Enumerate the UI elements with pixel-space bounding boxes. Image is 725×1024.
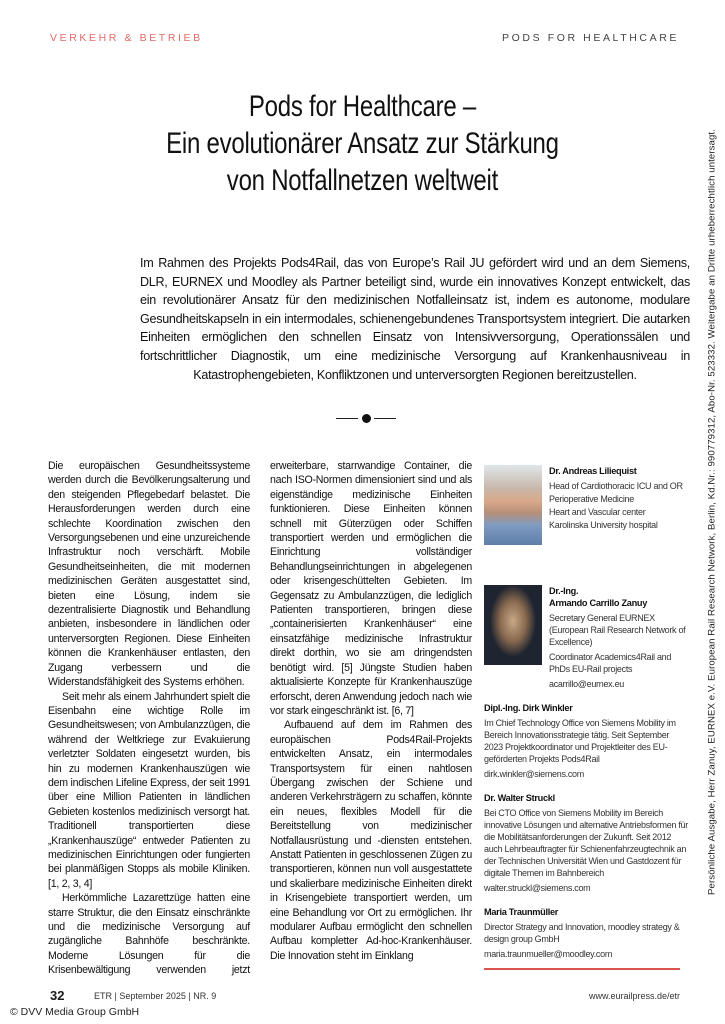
author-name: Maria Traunmüller [484,907,559,917]
author-email[interactable]: acarrillo@eurnex.eu [549,679,624,689]
author-role: Coordinator Academics4Rail and PhDs EU-Rail projects [549,652,672,674]
author-email[interactable]: walter.struckl@siemens.com [484,883,591,893]
author-bio: Im Chief Technology Office von Siemens Mobility im Bereich Innovationsstrategie tätig. Seit September 2023 Projektkoordinator und Projektleiter des EU-geförderten Projekts Pods4Rail [484,718,676,764]
page-number: 32 [50,988,65,1003]
paragraph: Aufbauend auf dem im Rahmen des europäischen Pods4Rail-Projekts entwickelten Ansatz, ein intermodales Transportsystem für einen nahtlosen Übergang zwischen der Schiene und anderen Verkehrsträgern zu schaffen, könnte ein neues, flexibles Modell für die Bereitstellung von medizinischer Notfallausrüstung und -diensten entstehen. Anstatt Patienten in geschlossenen Zügen zu transportieren, können nun voll ausgestattete und skalierbare medizinische Einheiten direkt in Krisengebiete transportiert werden, um eine Behandlung vor Ort zu ermöglichen. Ihr modularer Aufbau ermöglicht den schnellen Aufbau kompletter Ad-hoc-Krankenhäuser. Die Innovation steht im Einklang [270,719,472,962]
author-photo [484,465,542,545]
license-notice: Persönliche Ausgabe, Herr Zanuy, EURNEX e.V. European Rail Research Network, Berlin, Kd.Nr.: 990779312, Abo-Nr. 523332. Weitergabe an Dritte urheberrechtlich untersagt. [706,129,718,895]
author-role: Karolinska University hospital [549,520,658,530]
author-card [484,585,690,690]
copyright: © DVV Media Group GmbH [10,1006,140,1018]
issue-info: ETR | September 2025 | NR. 9 [94,991,217,1001]
topic-label: PODS FOR HEALTHCARE [502,32,679,44]
author-role: Heart and Vascular center [549,507,646,517]
author-email[interactable]: dirk.winkler@siemens.com [484,769,584,779]
author-role: Perioperative Medicine [549,494,634,504]
author-name: Armando Carrillo Zanuy [549,598,648,608]
author-sidebar [484,465,690,970]
article-title [0,88,725,199]
section-label: VERKEHR & BETRIEB [50,32,203,44]
author-title: Dr.-Ing. [549,586,579,596]
author-name: Dipl.-Ing. Dirk Winkler [484,703,573,713]
paragraph: Seit mehr als einem Jahrhundert spielt die Eisenbahn eine wichtige Rolle im Gesundheitswesen; von Ambulanzzügen, die während der Weltkriege zur Evakuierung verletzter Soldaten eingesetzt wurden, bis hin zu modernen Krankenhauszügen wie dem indischen Lifeline Express, der seit 1991 über eine Million Patienten in ländlichen Gebieten kostenlos medizinisch versorgt hat. Traditionell transportierten diese „Krankenhauszüge“ entweder Patienten zu medizinischen Einrichtungen oder fungierten bei planmäßigen Stopps als mobile Kliniken. [1, 2, 3, 4] [48,690,250,890]
author-card [484,702,690,780]
author-photo [484,585,542,665]
author-bio: Bei CTO Office von Siemens Mobility im Bereich innovative Lösungen und alternative Antriebsformen für die Mobilitätsanforderungen der Zukunft. Seit 2012 auch Lehrbeauftragter für Schienenfahrzeugtechnik an der Technischen Universität Wien und Gastdozent für digitale Themen im Bahnbereich [484,808,688,878]
author-bio: Director Strategy and Innovation, moodley strategy & design group GmbH [484,922,680,944]
author-card [484,906,690,960]
title-line: von Notfallnetzen weltweit [226,164,499,197]
paragraph: Die europäischen Gesundheitssysteme werden durch die Bevölkerungsalterung und den steigenden Pflegebedarf belastet. Die Herausforderungen werden durch eine schlechte Koordination zwischen den Versorgungsebenen und eine unzureichende Infrastruktur noch verschärft. Mobile Gesundheitseinheiten, die mit modernen medizinischen Geräten ausgestattet sind, bieten eine Lösung, indem sie dezentralisierte Diagnostik und Behandlung anbieten, insbesondere in ländlichen oder unterversorgten Regionen. Diese Einheiten können die Krankenhäuser entlasten, den Zugang verbessern und die Widerstandsfähigkeit des Systems erhöhen. [48,460,250,689]
paragraph: Herkömmliche Lazarettzüge hatten eine starre Struktur, die den Einsatz einschränkte und die medizinische Versorgung auf zugängliche Bahnhöfe beschränkte. Moderne Lösungen für die Krisenbewältigung verwenden jetzt erweiterbare, starrwandige Container, die nach ISO-Normen dimensioniert sind und als eigenständige medizinische Einheiten funktionieren. Diese Einheiten können schnell mit Güterzügen oder Schiffen transportiert werden und ermöglichen die Einrichtung vollständiger Behandlungseinrichtungen in abgelegenen oder krisengeschüttelten Gebieten. Im Gegensatz zu Ambulanzzügen, die lediglich Patienten transportieren, bringen diese „containerisierten Krankenhäuser“ eine einsatzfähige medizinische Infrastruktur direkt dorthin, wo sie am dringendsten benötigt wird. [5] Jüngste Studien haben aktualisierte Konzepte für Krankenhauszüge erforscht, deren Anwendung jedoch nach wie vor stark eingeschränkt ist. [6, 7] [48,460,472,977]
title-line: Pods for Healthcare – [248,90,477,123]
author-role: Secretary General EURNEX (European Rail Research Network of Excellence) [549,613,686,647]
website-link[interactable]: www.eurailpress.de/etr [588,991,680,1001]
divider-ornament [336,414,396,423]
accent-rule [484,968,680,970]
author-role: Head of Cardiothoracic ICU and OR [549,481,683,491]
author-name: Dr. Andreas Liliequist [549,466,637,476]
author-email[interactable]: maria.traunmueller@moodley.com [484,949,613,959]
abstract: Im Rahmen des Projekts Pods4Rail, das von Europe’s Rail JU gefördert wird und an dem Siemens, DLR, EURNEX und Moodley als Partner beteiligt sind, wurde ein innovatives Konzept entwickelt, das ein revolutionärer Ansatz für den medizinischen Notfalleinsatz ist, indem es autonome, modulare Gesundheitskapseln in ein intermodales, schienengebundenes Transportsystem integriert. Die autarken Einheiten ermöglichen den schnellen Einsatz von Intensivversorgung, Operationssälen und fortschrittlicher Diagnostik, um eine medizinische Versorgung auf Krankenhausniveau in Katastrophengebieten, Konfliktzonen und unterversorgten Regionen bereitzustellen. [140,256,690,382]
author-card [484,465,690,545]
title-line: Ein evolutionärer Ansatz zur Stärkung [166,127,559,160]
author-name: Dr. Walter Struckl [484,793,555,803]
author-card [484,792,690,894]
article-body [48,459,472,978]
